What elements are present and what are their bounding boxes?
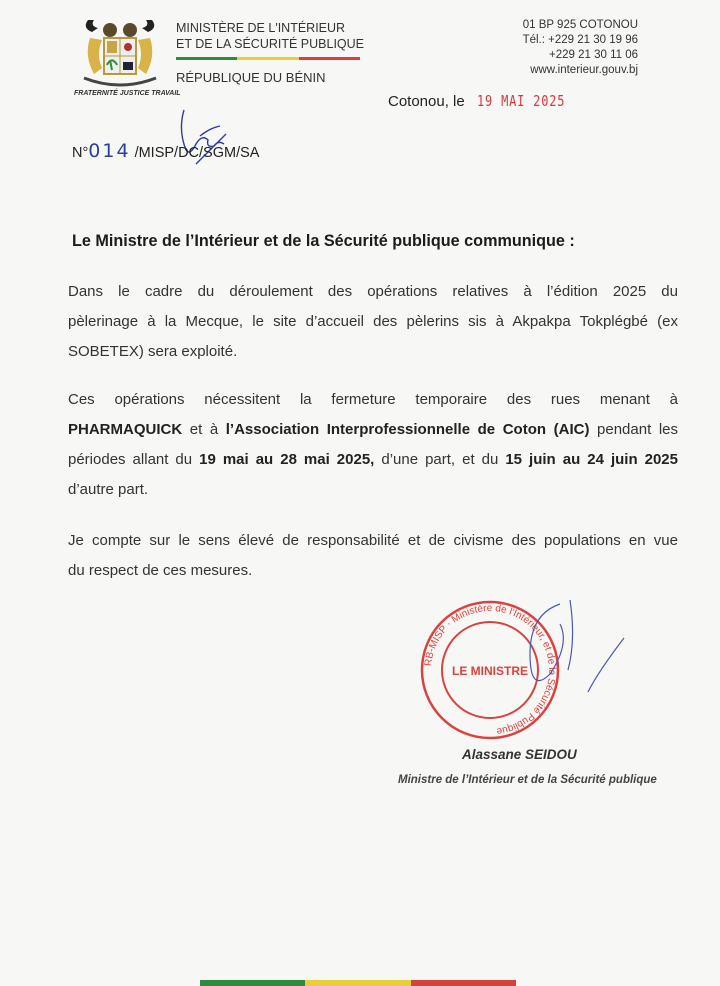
ministry-line-2: ET DE LA SÉCURITÉ PUBLIQUE: [176, 37, 365, 51]
text: pèlerinage à la Mecque, le site d’accueil des pèlerins sis à Akpakpa Tokplégbé (ex: [68, 313, 678, 330]
text: Ces opérations nécessitent la fermeture temporaire des rues menant à: [68, 391, 678, 408]
ministry-line-1: MINISTÈRE DE L'INTÉRIEUR: [176, 21, 346, 35]
text: pendant les: [589, 421, 678, 438]
paragraph-line: [68, 526, 678, 556]
flag-stripe: [176, 57, 360, 60]
signatory-role: Ministre de l’Intérieur et de la Sécurité publique: [398, 774, 657, 786]
bold-text: PHARMAQUICK: [68, 421, 183, 438]
text: d’autre part.: [68, 481, 149, 498]
footer-flag-stripe: [200, 980, 516, 986]
reference-number: [72, 140, 259, 162]
republic-name: RÉPUBLIQUE DU BÉNIN: [176, 70, 326, 85]
text: du respect de ces mesures.: [68, 562, 253, 579]
communique-title: Le Ministre de l’Intérieur et de la Sécurité publique communique :: [72, 232, 575, 250]
text: Je compte sur le sens élevé de responsabilité et de civisme des populations en vue: [68, 532, 678, 549]
paragraph-3: [68, 526, 678, 586]
bold-text: 15 juin au 24 juin 2025: [505, 451, 678, 468]
reference-handwritten-number: 014: [88, 140, 131, 162]
date-line: [388, 92, 587, 110]
paragraph-line: [68, 385, 678, 415]
coat-of-arms-logo: [80, 16, 160, 88]
text: périodes allant du: [68, 451, 200, 468]
text: et à: [182, 421, 226, 438]
seal-center-text: LE MINISTRE: [451, 664, 529, 678]
paragraph-line: [68, 556, 678, 586]
paragraph-line: [68, 415, 678, 445]
signatory-name: Alassane SEIDOU: [462, 747, 577, 762]
paragraph-2: [68, 385, 678, 505]
phone-2: +229 21 30 11 06: [549, 49, 638, 61]
paragraph-line: [68, 307, 678, 337]
contact-block: [523, 18, 638, 78]
text: d’une part, et du: [374, 451, 506, 468]
paragraph-line: [68, 445, 678, 475]
reference-suffix: /MISP/DC/SGM/SA: [134, 145, 260, 161]
date-label: Cotonou, le: [388, 93, 465, 110]
ministry-name: [176, 20, 364, 52]
phone-1: Tél.: +229 21 30 19 96: [522, 34, 638, 46]
text: SOBETEX) sera exploité.: [68, 343, 238, 360]
text: Dans le cadre du déroulement des opérations relatives à l’édition 2025 du: [68, 283, 678, 300]
paragraph-line: [68, 277, 678, 307]
date-stamp: 19 MAI 2025: [476, 92, 566, 110]
website: www.interieur.gouv.bj: [530, 64, 638, 76]
paragraph-1: [68, 277, 678, 367]
reference-prefix: N°: [72, 145, 89, 161]
seal-ring-text: RB-MISP · Ministère de l'Intérieur, et de la Sécurité Publique: [423, 602, 558, 737]
crest-motto: FRATERNITÉ JUSTICE TRAVAIL: [74, 90, 181, 97]
paragraph-line: [68, 337, 678, 367]
bold-text: l’Association Interprofessionnelle de Coton (AIC): [225, 421, 590, 438]
bold-text: 19 mai au 28 mai 2025,: [199, 451, 375, 468]
minister-signature: [500, 596, 630, 706]
paragraph-line: [68, 475, 678, 505]
postal-address: 01 BP 925 COTONOU: [522, 19, 638, 31]
